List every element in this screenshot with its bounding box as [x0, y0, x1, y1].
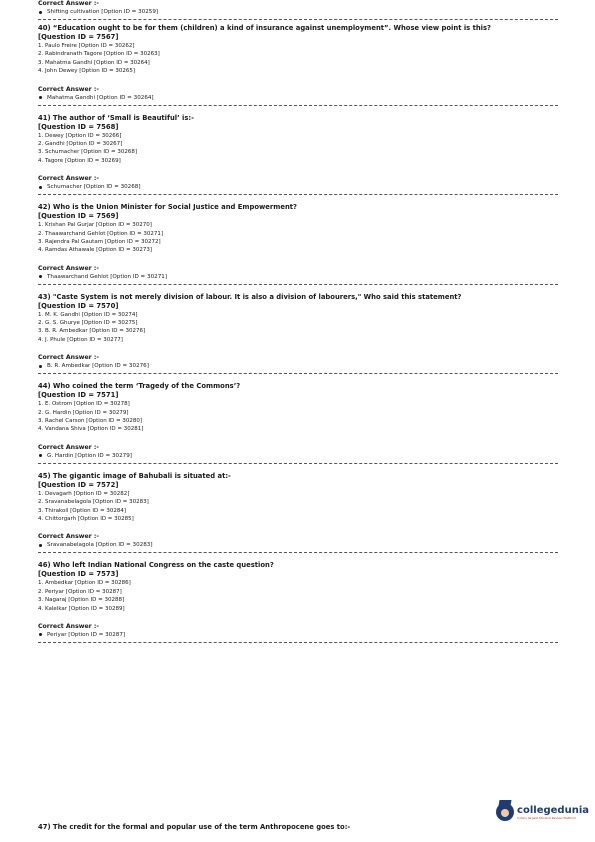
option-item: 1. Ambedkar [Option ID = 30286]: [38, 580, 131, 587]
correct-answer-text: Sravanabelagola [Option ID = 30283]: [47, 542, 153, 549]
correct-answer-label: Correct Answer :-: [38, 622, 99, 630]
option-item: 2. G. Hardin [Option ID = 30279]: [38, 409, 129, 416]
option-item: 4. J. Phule [Option ID = 30277]: [38, 336, 123, 343]
bullet-icon: [39, 454, 42, 457]
correct-answer-text: Shifting cultivation [Option ID = 30259]: [47, 9, 159, 15]
option-item: 2. Thaawarchand Gehlot [Option ID = 30271]: [38, 230, 163, 237]
option-item: 3. Rajendra Pal Gautam [Option ID = 30272]: [38, 238, 161, 245]
option-item: 1. Dewey [Option ID = 30266]: [38, 132, 122, 139]
option-item: 4. Vandana Shiva [Option ID = 30281]: [38, 426, 144, 433]
option-item: 2. Sravanabelagola [Option ID = 30283]: [38, 499, 149, 506]
collegedunia-logo: [496, 803, 589, 821]
question-block: [38, 293, 558, 379]
option-item: 3. Schumacher [Option ID = 30268]: [38, 149, 137, 156]
question-block: [38, 472, 558, 558]
questions-list: [38, 24, 558, 647]
bullet-icon: [39, 96, 42, 99]
correct-answer-item: [38, 631, 558, 639]
option-item: 1. Devagarh [Option ID = 30282]: [38, 490, 130, 497]
option-item: 4. Chittorgarh [Option ID = 30285]: [38, 515, 134, 522]
option-item: 3. Nagaraj [Option ID = 30288]: [38, 597, 125, 604]
question-block: [38, 114, 558, 200]
correct-answer-text: Thaawarchand Gehlot [Option ID = 30271]: [47, 273, 167, 280]
option-item: 1. Paulo Freire [Option ID = 30262]: [38, 43, 135, 49]
question-text: 43) "Caste System is not merely division of labour. It is also a division of labourers," Who said this statement?: [38, 292, 462, 301]
option-item: 4. Ramdas Athawale [Option ID = 30273]: [38, 247, 152, 254]
correct-answer-label: Correct Answer :-: [38, 0, 99, 7]
correct-answer-text: B. R. Ambedkar [Option ID = 30276]: [47, 363, 149, 370]
option-item: 3. Rachel Carson [Option ID = 30280]: [38, 418, 143, 425]
option-item: 2. Periyar [Option ID = 30287]: [38, 588, 122, 595]
option-item: 1. M. K. Gandhi [Option ID = 30274]: [38, 311, 138, 318]
question-id: [Question ID = 7569]: [38, 212, 119, 221]
correct-answer-label: Correct Answer :-: [38, 85, 99, 93]
question-text: 40) “Education ought to be for them (children) a kind of insurance against unemployment”. Whose view point is this?: [38, 24, 491, 32]
bullet-icon: [39, 365, 42, 368]
bullet-icon: [39, 186, 42, 189]
correct-answer-text: Schumacher [Option ID = 30268]: [47, 184, 141, 191]
question-block: [38, 24, 558, 110]
correct-answer-label: Correct Answer :-: [38, 354, 99, 362]
option-item: 4. John Dewey [Option ID = 30265]: [38, 68, 136, 75]
question-text: 45) The gigantic image of Bahubali is situated at:-: [38, 471, 231, 480]
question-text: 41) The author of ‘Small is Beautiful’ is:-: [38, 113, 194, 122]
correct-answer-item: [38, 362, 558, 370]
question-id: [Question ID = 7573]: [38, 570, 119, 579]
option-item: 1. Krishan Pal Gurjar [Option ID = 30270]: [38, 222, 152, 229]
question-id: [Question ID = 7571]: [38, 391, 119, 400]
correct-answer-item: [38, 541, 558, 549]
correct-answer-label: Correct Answer :-: [38, 175, 99, 183]
separator: [38, 19, 558, 20]
correct-answer-item: [38, 94, 558, 102]
correct-answer-item: [38, 452, 558, 460]
bullet-icon: [39, 544, 42, 547]
correct-answer-text: Mahatma Gandhi [Option ID = 30264]: [47, 94, 154, 101]
document-page: [38, 0, 558, 647]
correct-answer-text: Periyar [Option ID = 30287]: [47, 631, 126, 638]
correct-answer-item: [38, 273, 558, 281]
question-text: 44) Who coined the term ‘Tragedy of the Commons’?: [38, 382, 241, 391]
bullet-icon: [39, 633, 42, 636]
correct-answer-label: Correct Answer :-: [38, 264, 99, 272]
question-id: [Question ID = 7570]: [38, 301, 119, 310]
logo-text: [517, 805, 589, 820]
option-item: 4. Kalelkar [Option ID = 30289]: [38, 605, 125, 612]
correct-answer-label: Correct Answer :-: [38, 443, 99, 451]
option-item: 3. Mahatma Gandhi [Option ID = 30264]: [38, 59, 150, 66]
question-text: 42) Who is the Union Minister for Social Justice and Empowerment?: [38, 203, 297, 212]
option-item: 2. G. S. Ghurye [Option ID = 30275]: [38, 320, 138, 327]
option-item: 2. Rabindranath Tagore [Option ID = 30263]: [38, 51, 160, 58]
question-text: 46) Who left Indian National Congress on the caste question?: [38, 561, 274, 570]
question-id: [Question ID = 7572]: [38, 480, 119, 489]
logo-name: collegedunia: [517, 804, 589, 816]
question-block: [38, 203, 558, 289]
correct-answer-text: G. Hardin [Option ID = 30279]: [47, 452, 132, 459]
question-block: [38, 382, 558, 468]
question-id: [Question ID = 7567]: [38, 33, 119, 41]
top-answer-block: [38, 0, 558, 20]
option-item: 3. Thirakoil [Option ID = 30284]: [38, 507, 127, 514]
option-item: 3. B. R. Ambedkar [Option ID = 30276]: [38, 328, 146, 335]
option-item: 1. E. Ostrom [Option ID = 30278]: [38, 401, 130, 408]
correct-answer-item: [38, 8, 558, 16]
correct-answer-item: [38, 183, 558, 191]
option-item: 2. Gandhi [Option ID = 30267]: [38, 140, 123, 147]
question-block: [38, 561, 558, 647]
logo-tagline: India's largest Student Review Platform: [517, 815, 577, 820]
bullet-icon: [39, 275, 42, 278]
correct-answer-label: Correct Answer :-: [38, 533, 99, 541]
option-item: 4. Tagore [Option ID = 30269]: [38, 157, 121, 164]
question-id: [Question ID = 7568]: [38, 122, 119, 131]
bullet-icon: [39, 11, 42, 14]
student-avatar-icon: [496, 803, 514, 821]
question-text-47: 47) The credit for the formal and popular use of the term Anthropocene goes to:-: [38, 823, 351, 831]
